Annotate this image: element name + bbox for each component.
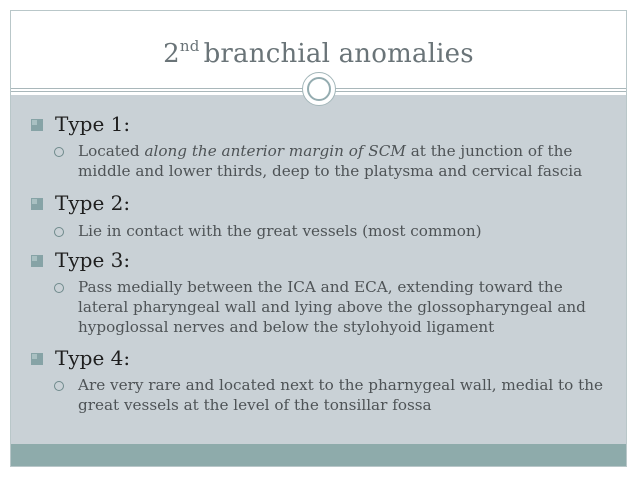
bullet-type-2 bbox=[31, 191, 130, 215]
bullet-type-4 bbox=[31, 346, 130, 370]
circle-bullet-icon bbox=[54, 283, 64, 293]
title-number: 2 bbox=[163, 39, 180, 69]
content-area bbox=[11, 95, 626, 444]
sub-text: great vessels at the level of the tonsillar fossa bbox=[78, 396, 432, 414]
sub-text: lateral pharyngeal wall and lying above the glossopharyngeal and bbox=[78, 298, 586, 316]
bullet-type-1 bbox=[31, 112, 130, 136]
sub-text: hypoglossal nerves and below the stylohyoid ligament bbox=[78, 318, 495, 336]
sub-text: at the junction of the bbox=[405, 142, 573, 160]
heading-type-1: Type 1: bbox=[55, 112, 131, 136]
sub-text: Pass medially between the ICA and ECA, extending toward the bbox=[78, 278, 563, 296]
sub-text: middle and lower thirds, deep to the platysma and cervical fascia bbox=[78, 162, 583, 180]
title-superscript: nd bbox=[179, 37, 200, 55]
sub-text: Located bbox=[78, 142, 145, 160]
square-bullet-icon bbox=[31, 255, 43, 267]
circle-bullet-icon bbox=[54, 381, 64, 391]
square-bullet-icon bbox=[31, 198, 43, 210]
circle-bullet-icon bbox=[54, 147, 64, 157]
heading-type-4: Type 4: bbox=[55, 346, 131, 370]
bullet-type-3 bbox=[31, 248, 130, 272]
slide-title bbox=[11, 37, 626, 69]
sub-text-italic: along the anterior margin of SCM bbox=[144, 142, 406, 160]
heading-type-3: Type 3: bbox=[55, 248, 131, 272]
sub-text: Lie in contact with the great vessels (most common) bbox=[78, 222, 482, 240]
heading-type-2: Type 2: bbox=[55, 191, 131, 215]
ring-inner bbox=[307, 77, 331, 101]
title-text: branchial anomalies bbox=[203, 39, 474, 69]
sub-text: Are very rare and located next to the pharnygeal wall, medial to the bbox=[78, 376, 604, 394]
ring-ornament-icon bbox=[302, 72, 336, 106]
square-bullet-icon bbox=[31, 119, 43, 131]
circle-bullet-icon bbox=[54, 227, 64, 237]
footer-band bbox=[11, 444, 626, 466]
square-bullet-icon bbox=[31, 353, 43, 365]
